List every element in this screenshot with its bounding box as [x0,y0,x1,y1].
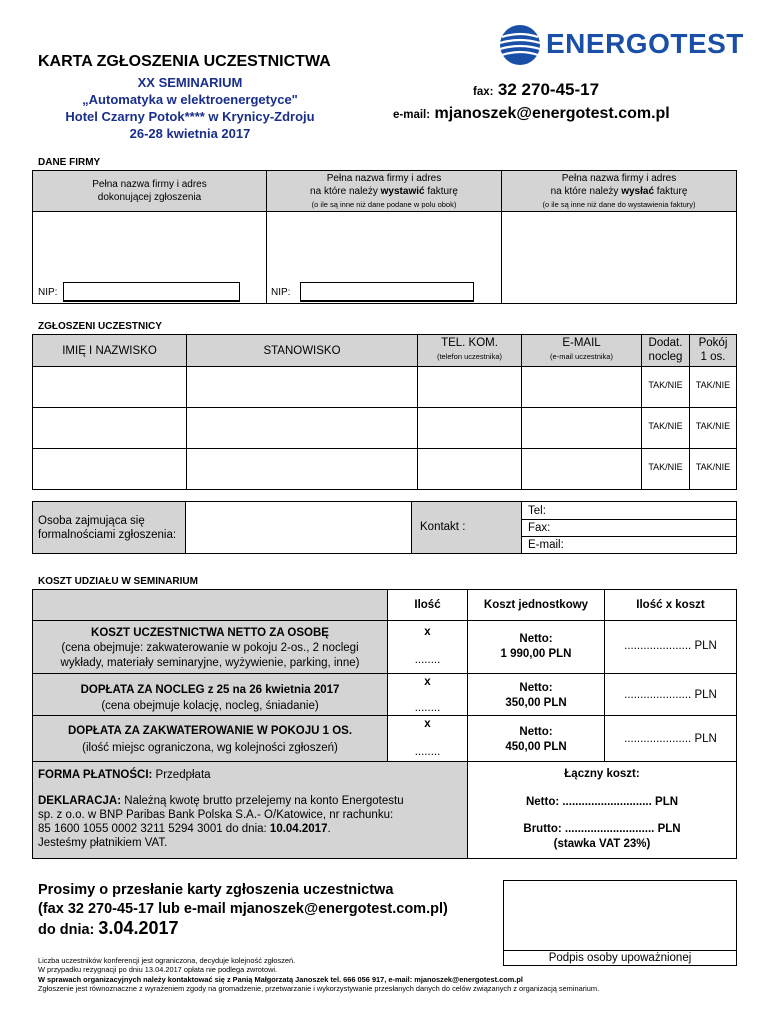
firm-invoice-input[interactable] [268,212,500,282]
cost-item-title: DOPŁATA ZA NOCLEG z 25 na 26 kwietnia 2017 [80,684,340,696]
contact-email-field[interactable]: E-mail: [528,539,564,551]
firm-section-title: DANE FIRMY [38,157,101,168]
col-header-room-a: Pokój [698,337,728,349]
line-total-input[interactable]: ..................... PLN [624,733,717,745]
deadline-label: do dnia: [38,922,99,938]
declaration-label: DEKLARACJA: [38,795,122,807]
qty-input[interactable]: ........ [414,702,441,714]
extra-night-choice[interactable]: TAK/NIE [648,380,683,390]
footer-note: W przypadku rezygnacji po dniu 13.04.2017 opłata nie podlega zwrotowi. [38,965,278,975]
send-request-line: Prosimy o przesłanie karty zgłoszenia uczestnictwa [38,882,394,898]
firm-col-send-title: Pełna nazwa firmy i adres [561,173,677,184]
firm-send-input[interactable] [503,212,735,302]
cost-item-desc: wykłady, materiały seminaryjne, wyżywienie, parking, inne) [60,657,360,669]
contact-person-label-b: formalnościami zgłoszenia: [38,529,177,541]
firm-col-invoice-c: fakturę [424,186,458,197]
declaration-line: Jesteśmy płatnikiem VAT. [38,837,168,849]
cost-header-total: Ilość x koszt [636,599,705,611]
col-header-extra-b: nocleg [648,351,683,363]
firm-col-send-b: na które należy [550,186,622,197]
extra-night-choice[interactable]: TAK/NIE [648,462,683,472]
contact-person-input[interactable] [187,503,410,552]
col-header-email: E-MAIL [562,337,601,349]
cost-item-title: KOSZT UCZESTNICTWA NETTO ZA OSOBĘ [91,627,329,639]
total-netto-field[interactable]: Netto: ............................ PLN [525,796,679,808]
line-total-input[interactable]: ..................... PLN [624,689,717,701]
firm-col-invoice-bold: wystawić [380,186,425,197]
contact-fax-field[interactable]: Fax: [528,522,551,534]
qty-multiplier: x [424,718,431,730]
cost-item-title: DOPŁATA ZA ZAKWATEROWANIE W POKOJU 1 OS. [67,725,353,737]
col-header-extra-a: Dodat. [648,337,683,349]
qty-multiplier: x [424,676,431,688]
vat-rate: (stawka VAT 23%) [553,838,651,850]
contact-tel-field[interactable]: Tel: [528,505,546,517]
qty-multiplier: x [424,626,431,638]
logo-wordmark: ENERGOTEST [546,28,744,59]
line-total-input[interactable]: ..................... PLN [624,640,717,652]
declaration-line: Należną kwotę brutto przelejemy na konto Energotestu [121,795,404,807]
signature-label: Podpis osoby upoważnionej [548,952,692,964]
cost-section-title: KOSZT UDZIAŁU W SEMINARIUM [38,576,198,587]
declaration-line: sp. z o.o. w BNP Paribas Bank Polska S.A.- O/Katowice, nr rachunku: [38,809,394,821]
globe-icon [498,24,542,66]
email-label: e-mail: [393,109,431,121]
firm-col-send-bold: wysłać [621,186,655,197]
footer-note: Zgłoszenie jest równoznaczne z wyrażeniem zgody na gromadzenie, przetwarzanie i wykorzystywanie przesłanych danych do celów związanych z organizacją seminarium. [38,984,600,994]
fax-number: 32 270-45-17 [497,80,600,99]
email-address: mjanoszek@energotest.com.pl [434,105,670,122]
payment-deadline: 10.04.2017 [269,823,328,835]
firm-col-invoice-b: na które należy [310,186,381,197]
unit-price: 350,00 PLN [505,697,567,709]
firm-col-send-c: fakturę [654,186,688,197]
footer-note-contact: W sprawach organizacyjnych należy kontaktować się z Panią Małgorzatą Janoszek tel. 666 056 917, e-mail: mjanoszek@energotest.com.pl [38,974,523,984]
netto-label: Netto: [519,726,553,738]
col-header-position: STANOWISKO [263,344,341,357]
col-header-tel-sub: (telefon uczestnika) [436,352,503,361]
participant-row[interactable] [33,449,641,489]
seminar-hotel: Hotel Czarny Potok**** w Krynicy-Zdroju [65,109,315,124]
single-room-choice[interactable]: TAK/NIE [695,421,731,431]
nip-label-1: NIP: [38,287,58,298]
single-room-choice[interactable]: TAK/NIE [695,380,731,390]
send-request-line: (fax 32 270-45-17 lub e-mail mjanoszek@energotest.com.pl) [38,901,448,917]
seminar-topic: „Automatyka w elektroenergetyce" [82,92,298,107]
footer-note: Liczba uczestników konferencji jest ograniczona, decyduje kolejność zgłoszeń. [38,956,296,965]
cost-header-qty: Ilość [414,599,441,611]
cost-item-desc: (ilość miejsc ograniczona, wg kolejności zgłoszeń) [82,742,338,754]
nip-field-2[interactable] [300,282,474,302]
col-header-tel: TEL. KOM. [441,337,498,349]
col-header-room-b: 1 os. [700,351,726,363]
participant-row[interactable] [33,367,641,407]
single-room-choice[interactable]: TAK/NIE [695,462,731,472]
firm-col-invoice-title: Pełna nazwa firmy i adres [326,173,442,184]
nip-field-1[interactable] [63,282,240,302]
nip-label-2: NIP: [271,287,291,298]
energotest-logo [498,24,744,66]
seminar-number: XX SEMINARIUM [137,75,243,90]
deadline-date: 3.04.2017 [98,918,179,938]
contact-label: Kontakt : [420,521,466,533]
unit-price: 1 990,00 PLN [500,648,572,660]
cost-item-desc: (cena obejmuje kolację, nocleg, śniadanie) [101,700,319,712]
netto-label: Netto: [519,633,553,645]
participants-section-title: ZGŁOSZENI UCZESTNICY [38,321,162,332]
form-title: KARTA ZGŁOSZENIA UCZESTNICTWA [38,53,331,70]
cost-header-unit: Koszt jednostkowy [483,599,589,611]
cost-item-desc: (cena obejmuje: zakwaterowanie w pokoju 2-os., 2 noclegi [61,642,359,654]
seminar-dates: 26-28 kwietnia 2017 [129,126,251,141]
total-cost-label: Łączny koszt: [564,768,640,780]
total-brutto-field[interactable]: Brutto: ............................ PLN [523,823,681,835]
extra-night-choice[interactable]: TAK/NIE [648,421,683,431]
col-header-name: IMIĘ I NAZWISKO [62,344,157,357]
contact-person-label-a: Osoba zajmująca się [38,515,145,527]
payment-value: Przedpłata [152,769,211,781]
fax-label: fax: [473,86,494,98]
col-header-email-sub: (e-mail uczestnika) [550,352,613,361]
qty-input[interactable]: ........ [414,746,441,758]
participant-row[interactable] [33,408,641,448]
firm-col-invoice-note: (o ile są inne niż dane podane w polu obok) [311,200,457,209]
qty-input[interactable]: ........ [414,654,441,666]
firm-col-ordering: Pełna nazwa firmy i adres dokonującej zgłoszenia [92,179,207,203]
unit-price: 450,00 PLN [505,741,567,753]
netto-label: Netto: [519,682,553,694]
payment-label: FORMA PŁATNOŚCI: [38,769,153,781]
firm-col-send-note: (o ile są inne niż dane do wystawienia faktury) [542,200,696,209]
declaration-line: 85 1600 1055 0002 3211 5294 3001 do dnia: [38,823,270,835]
firm-ordering-input[interactable] [34,212,265,282]
